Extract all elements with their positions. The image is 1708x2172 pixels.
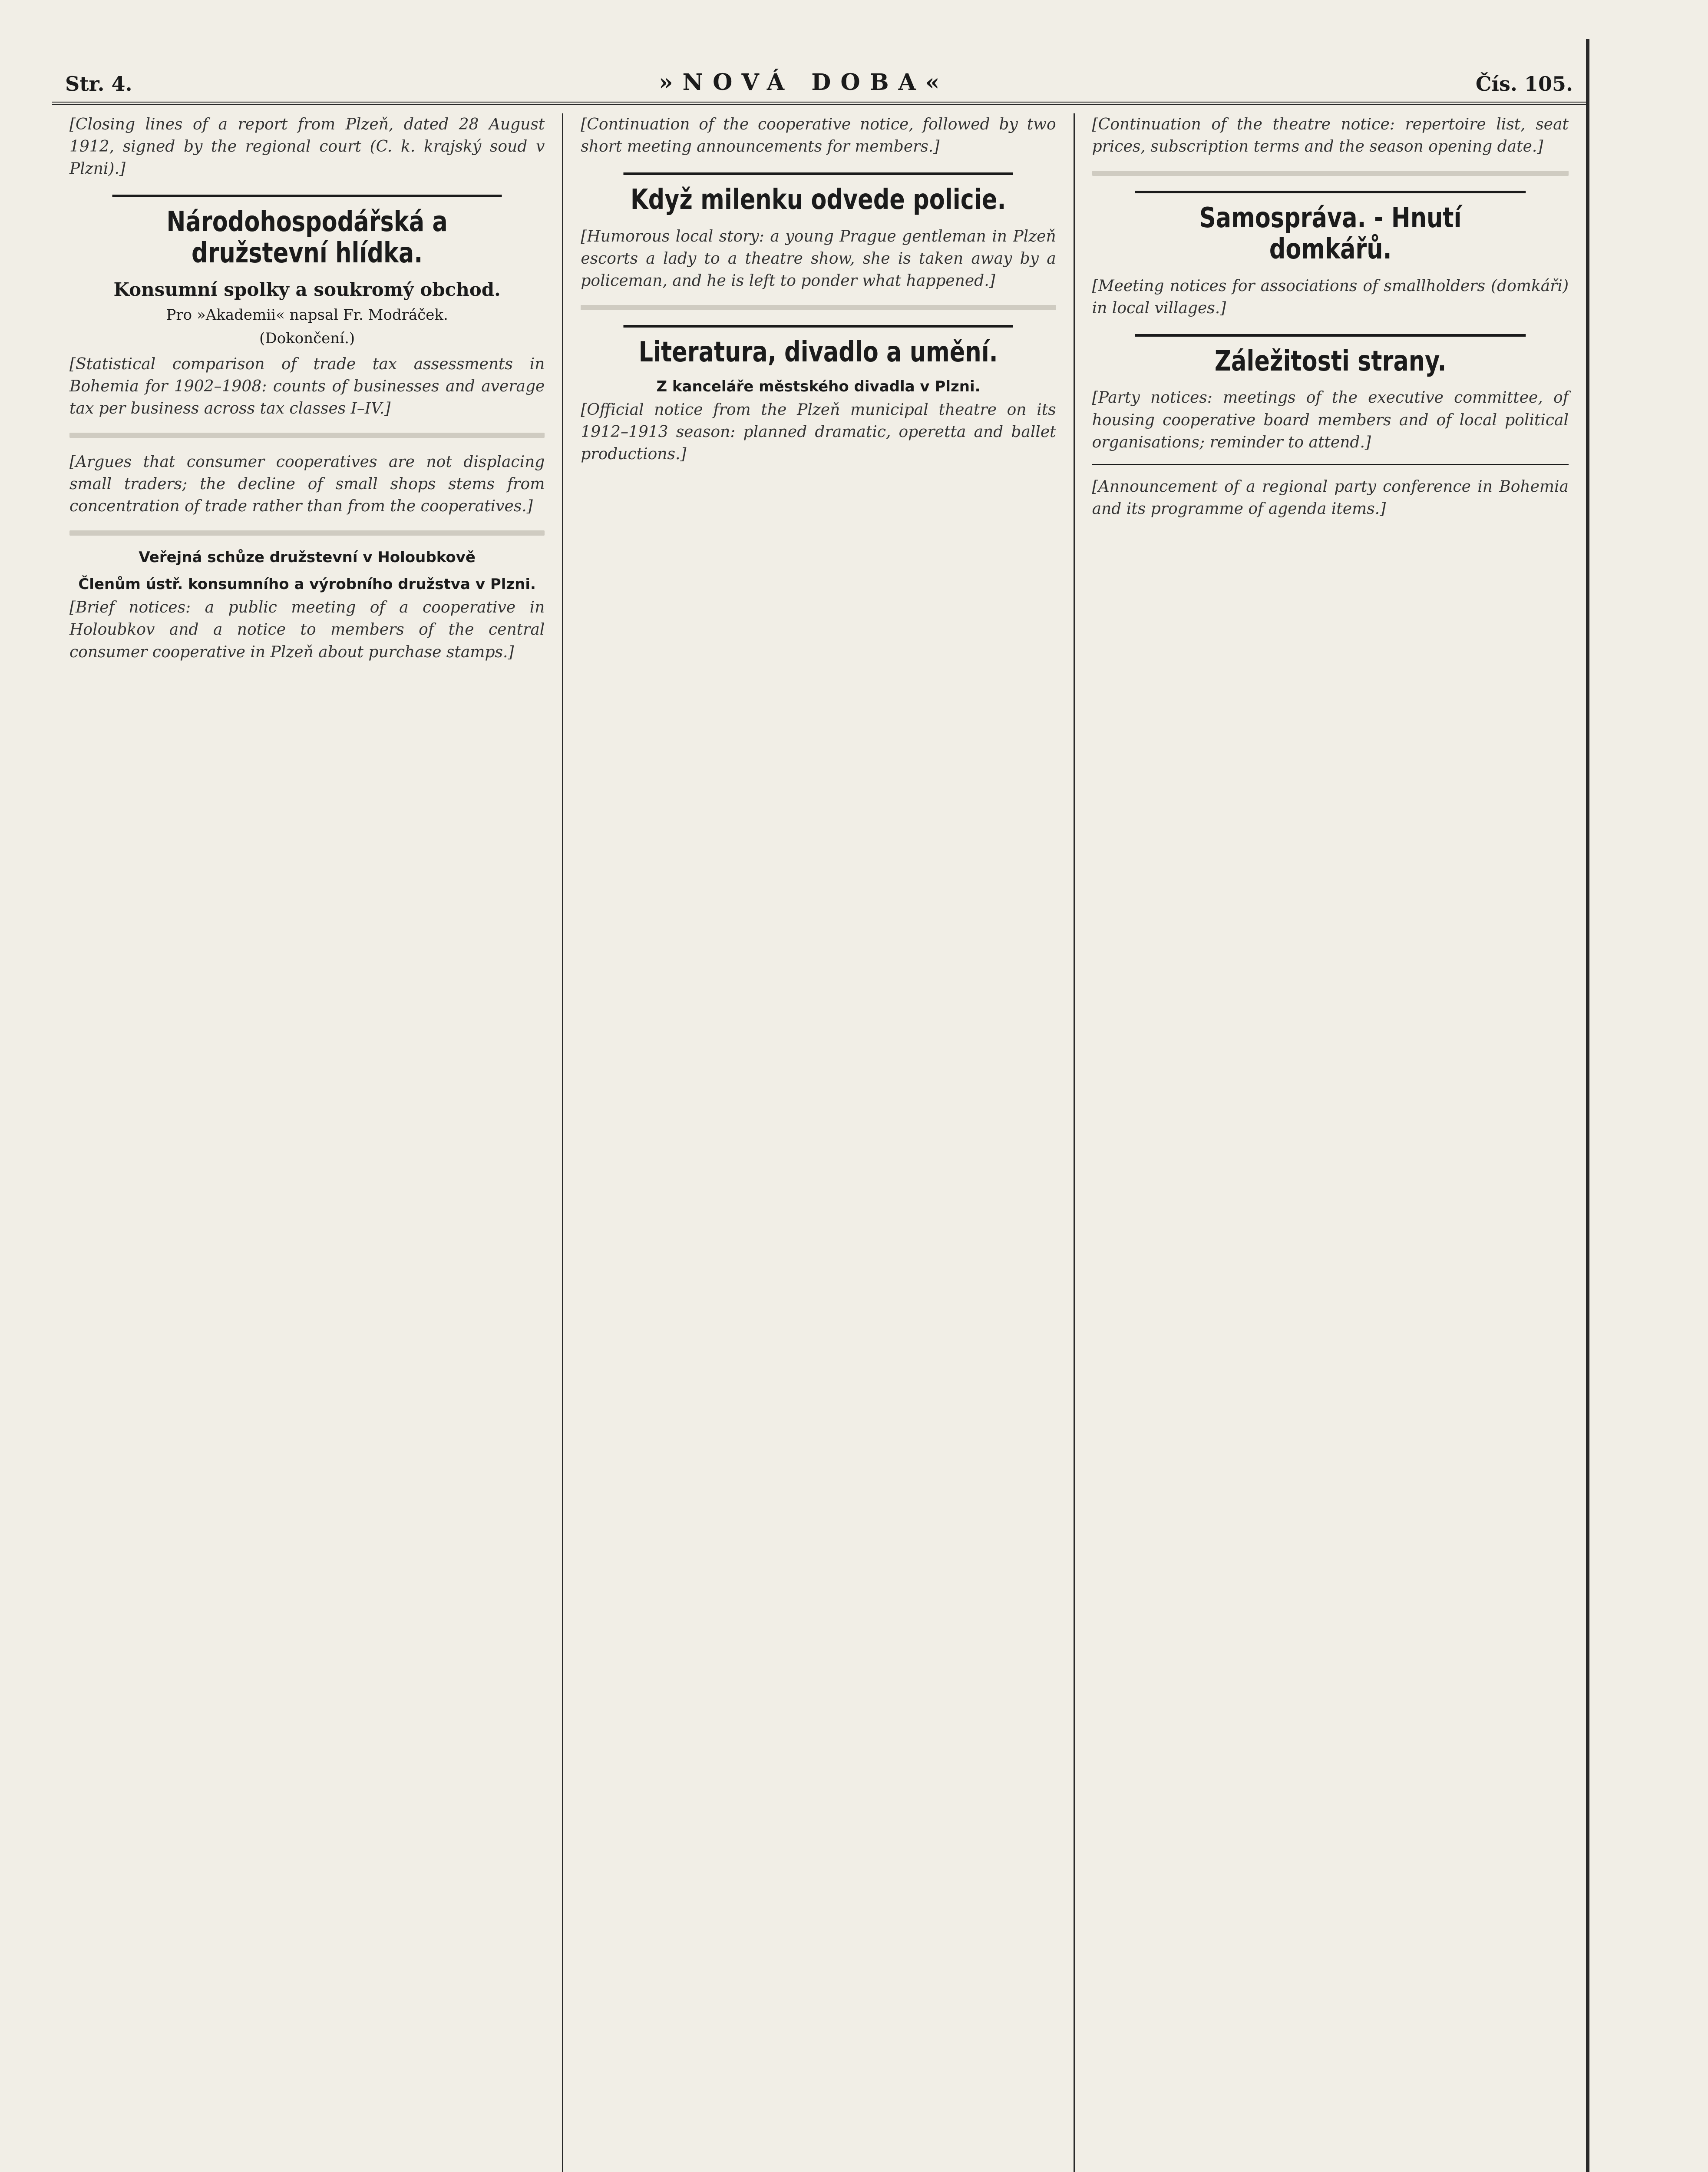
section-heading-economy: Národohospodářská a družstevní hlídka. <box>112 195 502 269</box>
column-2-top-summary: [Continuation of the cooperative notice, followed by two short meeting announcements for members.] <box>581 116 1056 156</box>
text-filler <box>581 305 1056 310</box>
section-heading-party: Záležitosti strany. <box>1135 334 1526 377</box>
column-1 <box>52 113 563 2172</box>
section-heading-culture: Literatura, divadlo a umění. <box>624 325 1013 368</box>
notice-heading-holoubkov: Veřejná schůze družstevní v Holoubkově <box>139 549 476 566</box>
notices-summary: [Brief notices: a public meeting of a cooperative in Holoubkov and a notice to members of the central consumer cooperative in Plzeň about purchase stamps.] <box>69 599 545 661</box>
theatre-summary: [Official notice from the Plzeň municipal theatre on its 1912–1913 season: planned dramatic, operetta and ballet productions.] <box>581 401 1056 464</box>
newspaper-page <box>52 39 1589 2172</box>
article-title-cooperatives: Konsumní spolky a soukromý obchod. <box>113 278 501 300</box>
party-notices-summary: [Party notices: meetings of the executive committee, of housing cooperative board members and of local political organisations; reminder to attend.] <box>1092 389 1569 451</box>
text-filler <box>69 530 545 536</box>
article-byline: Pro »Akademii« napsal Fr. Modráček. <box>166 306 448 324</box>
conference-summary: [Announcement of a regional party conference in Bohemia and its programme of agenda items.] <box>1092 477 1569 518</box>
article-summary-statistics: [Statistical comparison of trade tax assessments in Bohemia for 1902–1908: counts of businesses and average tax per business across tax classes I–IV.] <box>69 355 545 417</box>
text-filler <box>69 433 545 438</box>
issue-number: Čís. 105. <box>1475 72 1573 96</box>
self-government-summary: [Meeting notices for associations of smallholders (domkáři) in local villages.] <box>1092 277 1569 317</box>
column-2 <box>563 113 1074 2172</box>
story-heading-police: Když milenku odvede policie. <box>624 172 1013 216</box>
page-number: Str. 4. <box>65 72 132 96</box>
article-continuation-note: (Dokončení.) <box>259 329 355 347</box>
story-summary: [Humorous local story: a young Prague gentleman in Plzeň escorts a lady to a theatre show, she is taken away by a policeman, and he is left to ponder what happened.] <box>581 227 1056 290</box>
column-3 <box>1075 113 1586 2172</box>
section-heading-self-government: Samospráva. - Hnutí domkářů. <box>1135 191 1526 265</box>
divider <box>1092 464 1569 465</box>
article-summary-argument: [Argues that consumer cooperatives are not displacing small traders; the decline of small shops stems from concentration of trade rather than from the cooperatives.] <box>69 453 545 516</box>
text-filler <box>1092 171 1569 176</box>
theatre-notice-heading: Z kanceláře městského divadla v Plzni. <box>656 377 981 395</box>
notice-heading-consumer-coop: Členům ústř. konsumního a výrobního družstva v Plzni. <box>78 576 536 593</box>
columns <box>52 113 1586 2172</box>
masthead <box>52 39 1586 105</box>
newspaper-title: »NOVÁ DOBA« <box>659 69 949 96</box>
column-1-top-summary: [Closing lines of a report from Plzeň, dated 28 August 1912, signed by the regional court (C. k. krajský soud v Plzni).] <box>69 116 545 178</box>
column-3-top-summary: [Continuation of the theatre notice: repertoire list, seat prices, subscription terms and the season opening date.] <box>1092 116 1569 156</box>
